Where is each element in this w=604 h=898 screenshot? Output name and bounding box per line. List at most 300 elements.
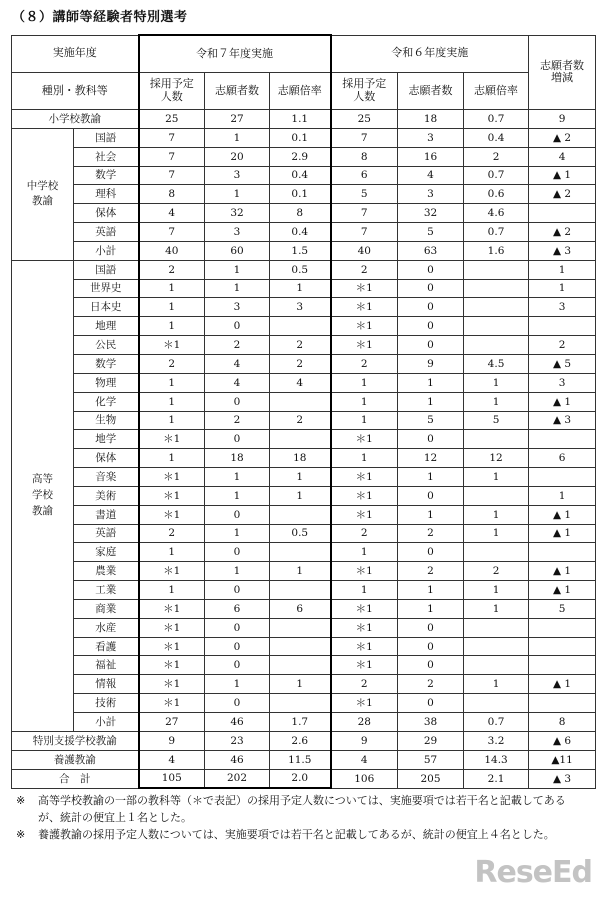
footnote-text: 高等学校教諭の一部の教科等（＊で表記）の採用予定人数については、実施要項では若干名と記載してあるが、統計の便宜上１名とした。	[38, 794, 566, 824]
cell-r7-planned: ＊1	[139, 618, 205, 637]
cell-r6-applicants: 12	[398, 449, 464, 468]
cell-r7-applicants: 1	[205, 486, 270, 505]
cell-r6-applicants: 57	[398, 750, 464, 769]
cell-r7-applicants: 0	[205, 694, 270, 713]
table-row	[12, 449, 596, 468]
cell-r6-planned: 1	[331, 392, 398, 411]
cell-r6-planned: ＊1	[331, 694, 398, 713]
cell-r6-planned: ＊1	[331, 336, 398, 355]
cell-r6-applicants: 0	[398, 486, 464, 505]
cell-r7-applicants: 0	[205, 618, 270, 637]
table-row	[12, 204, 596, 223]
cell-diff	[529, 317, 596, 336]
cell-r7-planned: 1	[139, 449, 205, 468]
footnote	[16, 792, 586, 826]
cell-r6-ratio	[464, 656, 529, 675]
cell-r7-ratio: 0.5	[270, 524, 331, 543]
cell-r6-ratio	[464, 486, 529, 505]
table-row	[12, 373, 596, 392]
cell-r7-ratio: 1	[270, 675, 331, 694]
cell-diff: ▲ 3	[529, 411, 596, 430]
row-label-special: 特別支援学校教諭	[12, 731, 139, 750]
subject-label: 化学	[74, 392, 139, 411]
cell-r6-planned: 9	[331, 731, 398, 750]
subject-label: 公民	[74, 336, 139, 355]
cell-r6-planned: 7	[331, 204, 398, 223]
cell-r6-planned: 1	[331, 411, 398, 430]
cell-diff	[529, 694, 596, 713]
cell-r6-ratio: 0.6	[464, 185, 529, 204]
cell-r6-planned: ＊1	[331, 298, 398, 317]
cell-r7-ratio: 2	[270, 411, 331, 430]
cell-r6-ratio: 2	[464, 562, 529, 581]
cell-r6-applicants: 0	[398, 336, 464, 355]
cell-r6-planned: ＊1	[331, 562, 398, 581]
cell-r6-ratio	[464, 317, 529, 336]
cell-r6-ratio	[464, 637, 529, 656]
cell-r7-planned: 1	[139, 392, 205, 411]
cell-r7-applicants: 1	[205, 468, 270, 487]
cell-r6-ratio: 2	[464, 147, 529, 166]
cell-r6-applicants: 0	[398, 317, 464, 336]
cell-r7-planned: ＊1	[139, 562, 205, 581]
cell-r7-ratio	[270, 637, 331, 656]
cell-r7-planned: 1	[139, 279, 205, 298]
cell-r7-ratio	[270, 543, 331, 562]
cell-r7-planned: 1	[139, 411, 205, 430]
cell-diff: 9	[529, 110, 596, 129]
cell-r6-ratio: 1	[464, 675, 529, 694]
cell-diff: ▲ 3	[529, 241, 596, 260]
subject-label: 地理	[74, 317, 139, 336]
cell-r7-planned: ＊1	[139, 675, 205, 694]
cell-r6-ratio: 0.4	[464, 128, 529, 147]
cell-r6-ratio	[464, 430, 529, 449]
cell-r7-applicants: 0	[205, 392, 270, 411]
cell-r6-ratio	[464, 618, 529, 637]
cell-r7-applicants: 3	[205, 223, 270, 242]
cell-r6-planned: ＊1	[331, 468, 398, 487]
cell-r6-ratio: 4.5	[464, 354, 529, 373]
row-label-total: 合 計	[12, 769, 139, 788]
cell-r6-applicants: 1	[398, 581, 464, 600]
cell-r7-planned: ＊1	[139, 694, 205, 713]
subject-label: 数学	[74, 166, 139, 185]
cell-r7-planned: 4	[139, 750, 205, 769]
cell-r6-applicants: 32	[398, 204, 464, 223]
group-label-high: 高等 学校 教諭	[12, 260, 74, 731]
cell-r7-planned: 25	[139, 110, 205, 129]
cell-diff	[529, 543, 596, 562]
cell-r7-applicants: 1	[205, 279, 270, 298]
cell-diff: 8	[529, 713, 596, 732]
subject-label: 国語	[74, 128, 139, 147]
cell-diff: 2	[529, 336, 596, 355]
footnote	[16, 826, 586, 843]
subject-label: 社会	[74, 147, 139, 166]
header-r7-ratio: 志願倍率	[270, 73, 331, 110]
cell-r6-ratio: 12	[464, 449, 529, 468]
cell-r6-ratio: 0.7	[464, 223, 529, 242]
cell-diff: 1	[529, 260, 596, 279]
cell-r7-applicants: 4	[205, 373, 270, 392]
cell-diff	[529, 637, 596, 656]
cell-r6-applicants: 9	[398, 354, 464, 373]
table-row	[12, 354, 596, 373]
cell-r6-planned: ＊1	[331, 656, 398, 675]
cell-r7-planned: 1	[139, 298, 205, 317]
cell-r7-applicants: 46	[205, 713, 270, 732]
cell-r6-planned: 5	[331, 185, 398, 204]
table-row	[12, 241, 596, 260]
cell-r6-planned: 2	[331, 260, 398, 279]
cell-r7-applicants: 23	[205, 731, 270, 750]
table-row	[12, 430, 596, 449]
cell-r7-planned: 7	[139, 223, 205, 242]
table-row	[12, 618, 596, 637]
table-row	[12, 110, 596, 129]
cell-diff	[529, 618, 596, 637]
cell-r7-planned: ＊1	[139, 637, 205, 656]
cell-r7-planned: 9	[139, 731, 205, 750]
header-category: 種別・教科等	[12, 73, 139, 110]
cell-r6-planned: 40	[331, 241, 398, 260]
cell-diff: ▲ 1	[529, 505, 596, 524]
cell-r7-planned: ＊1	[139, 468, 205, 487]
cell-r7-planned: 27	[139, 713, 205, 732]
subject-label: 看護	[74, 637, 139, 656]
cell-r7-applicants: 6	[205, 599, 270, 618]
cell-r6-applicants: 18	[398, 110, 464, 129]
cell-diff: ▲ 1	[529, 524, 596, 543]
cell-r7-ratio: 8	[270, 204, 331, 223]
cell-r6-ratio	[464, 694, 529, 713]
cell-diff: 3	[529, 373, 596, 392]
cell-r7-planned: ＊1	[139, 505, 205, 524]
cell-r7-applicants: 2	[205, 411, 270, 430]
cell-r6-planned: ＊1	[331, 486, 398, 505]
cell-r7-applicants: 0	[205, 637, 270, 656]
cell-r7-planned: 7	[139, 166, 205, 185]
cell-r6-planned: 1	[331, 373, 398, 392]
cell-r7-applicants: 0	[205, 656, 270, 675]
cell-diff: 1	[529, 279, 596, 298]
cell-diff: ▲ 1	[529, 675, 596, 694]
cell-r6-ratio: 5	[464, 411, 529, 430]
cell-r7-ratio: 1.7	[270, 713, 331, 732]
cell-r7-applicants: 60	[205, 241, 270, 260]
group-label-junior: 中学校 教諭	[12, 128, 74, 260]
subject-label: 農業	[74, 562, 139, 581]
cell-r7-ratio: 1.1	[270, 110, 331, 129]
subject-label: 理科	[74, 185, 139, 204]
header-diff: 志願者数 増減	[529, 35, 596, 110]
cell-r7-planned: ＊1	[139, 599, 205, 618]
cell-r6-ratio: 14.3	[464, 750, 529, 769]
subject-label: 保体	[74, 449, 139, 468]
cell-r7-ratio: 18	[270, 449, 331, 468]
cell-r7-applicants: 0	[205, 505, 270, 524]
row-label-nursing: 養護教諭	[12, 750, 139, 769]
table-row	[12, 128, 596, 147]
subject-label: 世界史	[74, 279, 139, 298]
cell-r7-ratio: 1.5	[270, 241, 331, 260]
results-table	[11, 34, 596, 789]
cell-diff: 4	[529, 147, 596, 166]
cell-r6-applicants: 0	[398, 298, 464, 317]
cell-r6-ratio: 1	[464, 468, 529, 487]
cell-r7-planned: 1	[139, 543, 205, 562]
cell-diff: ▲ 2	[529, 223, 596, 242]
cell-diff: ▲ 2	[529, 128, 596, 147]
cell-r7-ratio: 0.4	[270, 223, 331, 242]
cell-r7-ratio: 2.0	[270, 769, 331, 788]
header-r6-applicants: 志願者数	[398, 73, 464, 110]
row-label-elementary: 小学校教諭	[12, 110, 139, 129]
table-row	[12, 166, 596, 185]
header-r7: 令和７年度実施	[139, 35, 331, 73]
subject-label: 日本史	[74, 298, 139, 317]
cell-r6-applicants: 2	[398, 675, 464, 694]
cell-r6-planned: ＊1	[331, 430, 398, 449]
cell-diff: ▲11	[529, 750, 596, 769]
cell-diff: ▲ 1	[529, 581, 596, 600]
table-row	[12, 694, 596, 713]
cell-r7-ratio: 0.4	[270, 166, 331, 185]
subject-label: 小計	[74, 713, 139, 732]
cell-r7-ratio: 6	[270, 599, 331, 618]
cell-r7-planned: 2	[139, 260, 205, 279]
cell-r6-planned: 7	[331, 128, 398, 147]
cell-diff: ▲ 6	[529, 731, 596, 750]
cell-r7-ratio: 0.1	[270, 185, 331, 204]
cell-r7-ratio	[270, 505, 331, 524]
cell-r6-ratio: 0.7	[464, 166, 529, 185]
table-row	[12, 524, 596, 543]
cell-r6-applicants: 1	[398, 373, 464, 392]
table-row	[12, 769, 596, 788]
cell-r7-ratio	[270, 430, 331, 449]
cell-r7-applicants: 1	[205, 128, 270, 147]
cell-r6-applicants: 1	[398, 505, 464, 524]
header-r7-applicants: 志願者数	[205, 73, 270, 110]
cell-r7-planned: 2	[139, 354, 205, 373]
cell-r7-applicants: 4	[205, 354, 270, 373]
table-row	[12, 486, 596, 505]
cell-r6-planned: ＊1	[331, 505, 398, 524]
subject-label: 地学	[74, 430, 139, 449]
table-row	[12, 411, 596, 430]
footnote-mark: ※	[16, 828, 26, 841]
cell-r7-applicants: 18	[205, 449, 270, 468]
cell-r7-planned: ＊1	[139, 656, 205, 675]
cell-r7-planned: 4	[139, 204, 205, 223]
cell-r6-applicants: 0	[398, 656, 464, 675]
cell-r6-planned: 1	[331, 581, 398, 600]
cell-r6-applicants: 5	[398, 411, 464, 430]
cell-r6-applicants: 205	[398, 769, 464, 788]
subject-label: 書道	[74, 505, 139, 524]
cell-r6-ratio: 1	[464, 505, 529, 524]
cell-r7-ratio: 1	[270, 468, 331, 487]
cell-r6-ratio: 1.6	[464, 241, 529, 260]
cell-r7-ratio	[270, 618, 331, 637]
cell-r6-planned: ＊1	[331, 317, 398, 336]
table-row	[12, 260, 596, 279]
cell-r6-applicants: 5	[398, 223, 464, 242]
cell-diff	[529, 656, 596, 675]
cell-r6-applicants: 0	[398, 260, 464, 279]
cell-r6-ratio: 1	[464, 581, 529, 600]
table-row	[12, 223, 596, 242]
cell-r6-applicants: 0	[398, 694, 464, 713]
table-row	[12, 713, 596, 732]
header-r7-planned: 採用予定 人数	[139, 73, 205, 110]
cell-r6-applicants: 3	[398, 185, 464, 204]
table-row	[12, 298, 596, 317]
cell-r7-planned: ＊1	[139, 486, 205, 505]
cell-diff	[529, 204, 596, 223]
cell-r6-applicants: 0	[398, 430, 464, 449]
cell-r7-planned: 2	[139, 524, 205, 543]
cell-diff	[529, 430, 596, 449]
cell-r6-applicants: 4	[398, 166, 464, 185]
cell-r6-planned: 106	[331, 769, 398, 788]
header-r6: 令和６年度実施	[331, 35, 529, 73]
subject-label: 保体	[74, 204, 139, 223]
cell-r7-planned: ＊1	[139, 336, 205, 355]
cell-r6-planned: 2	[331, 675, 398, 694]
table-row	[12, 317, 596, 336]
table-row	[12, 637, 596, 656]
cell-r6-planned: 25	[331, 110, 398, 129]
cell-r7-ratio: 2.9	[270, 147, 331, 166]
cell-r7-ratio: 2	[270, 336, 331, 355]
footnote-mark: ※	[16, 794, 26, 807]
cell-r6-ratio: 1	[464, 392, 529, 411]
cell-diff: ▲ 1	[529, 392, 596, 411]
cell-r7-ratio: 1	[270, 486, 331, 505]
cell-r7-planned: 1	[139, 317, 205, 336]
cell-r6-applicants: 0	[398, 543, 464, 562]
cell-r7-applicants: 3	[205, 166, 270, 185]
cell-r7-applicants: 1	[205, 675, 270, 694]
cell-r6-applicants: 1	[398, 468, 464, 487]
cell-r6-applicants: 0	[398, 618, 464, 637]
subject-label: 商業	[74, 599, 139, 618]
cell-r6-applicants: 1	[398, 599, 464, 618]
cell-r6-ratio: 1	[464, 524, 529, 543]
cell-r7-applicants: 0	[205, 543, 270, 562]
table-row	[12, 279, 596, 298]
cell-diff: ▲ 5	[529, 354, 596, 373]
cell-r6-planned: 8	[331, 147, 398, 166]
cell-r7-applicants: 20	[205, 147, 270, 166]
header-r6-ratio: 志願倍率	[464, 73, 529, 110]
subject-label: 数学	[74, 354, 139, 373]
cell-r7-applicants: 202	[205, 769, 270, 788]
cell-r6-applicants: 0	[398, 637, 464, 656]
cell-r7-applicants: 1	[205, 524, 270, 543]
subject-label: 情報	[74, 675, 139, 694]
table-row	[12, 392, 596, 411]
cell-r7-ratio: 0.5	[270, 260, 331, 279]
cell-r6-planned: 6	[331, 166, 398, 185]
subject-label: 福祉	[74, 656, 139, 675]
table-row	[12, 599, 596, 618]
cell-r6-ratio: 1	[464, 373, 529, 392]
table-row	[12, 731, 596, 750]
table-row	[12, 581, 596, 600]
table-row	[12, 543, 596, 562]
cell-r6-planned: 1	[331, 543, 398, 562]
subject-label: 小計	[74, 241, 139, 260]
footnotes	[16, 792, 586, 843]
cell-r6-applicants: 2	[398, 562, 464, 581]
cell-r7-applicants: 1	[205, 260, 270, 279]
cell-r6-planned: 2	[331, 354, 398, 373]
subject-label: 技術	[74, 694, 139, 713]
cell-r7-ratio: 11.5	[270, 750, 331, 769]
cell-diff: ▲ 1	[529, 166, 596, 185]
subject-label: 英語	[74, 524, 139, 543]
cell-r7-applicants: 32	[205, 204, 270, 223]
table-row	[12, 750, 596, 769]
cell-r7-ratio: 2	[270, 354, 331, 373]
cell-r6-ratio: 3.2	[464, 731, 529, 750]
cell-r6-ratio	[464, 260, 529, 279]
cell-r7-ratio	[270, 317, 331, 336]
cell-r6-applicants: 63	[398, 241, 464, 260]
cell-r7-ratio: 2.6	[270, 731, 331, 750]
page-title: （８）講師等経験者特別選考	[12, 10, 188, 25]
cell-r6-planned: 28	[331, 713, 398, 732]
cell-diff: 3	[529, 298, 596, 317]
cell-r7-ratio: 3	[270, 298, 331, 317]
cell-r7-ratio	[270, 581, 331, 600]
table-row	[12, 505, 596, 524]
subject-label: 工業	[74, 581, 139, 600]
cell-r6-applicants: 1	[398, 392, 464, 411]
cell-r6-ratio	[464, 336, 529, 355]
cell-r7-ratio	[270, 694, 331, 713]
cell-r7-planned: ＊1	[139, 430, 205, 449]
cell-r6-planned: ＊1	[331, 599, 398, 618]
cell-r7-ratio: 1	[270, 562, 331, 581]
cell-r7-applicants: 3	[205, 298, 270, 317]
cell-r7-planned: 7	[139, 147, 205, 166]
cell-diff: ▲ 2	[529, 185, 596, 204]
cell-r7-applicants: 1	[205, 185, 270, 204]
table-row	[12, 468, 596, 487]
footnote-text: 養護教諭の採用予定人数については、実施要項では若干名と記載してあるが、統計の便宜上４名とした。	[38, 828, 555, 841]
cell-diff: ▲ 1	[529, 562, 596, 581]
cell-diff: ▲ 3	[529, 769, 596, 788]
table-row	[12, 336, 596, 355]
cell-r7-applicants: 1	[205, 562, 270, 581]
cell-r6-planned: 4	[331, 750, 398, 769]
cell-diff: 5	[529, 599, 596, 618]
cell-r6-applicants: 3	[398, 128, 464, 147]
cell-r6-ratio	[464, 279, 529, 298]
cell-r6-applicants: 0	[398, 279, 464, 298]
subject-label: 物理	[74, 373, 139, 392]
cell-r7-ratio: 1	[270, 279, 331, 298]
cell-r6-ratio	[464, 298, 529, 317]
cell-r7-planned: 7	[139, 128, 205, 147]
subject-label: 英語	[74, 223, 139, 242]
subject-label: 音楽	[74, 468, 139, 487]
